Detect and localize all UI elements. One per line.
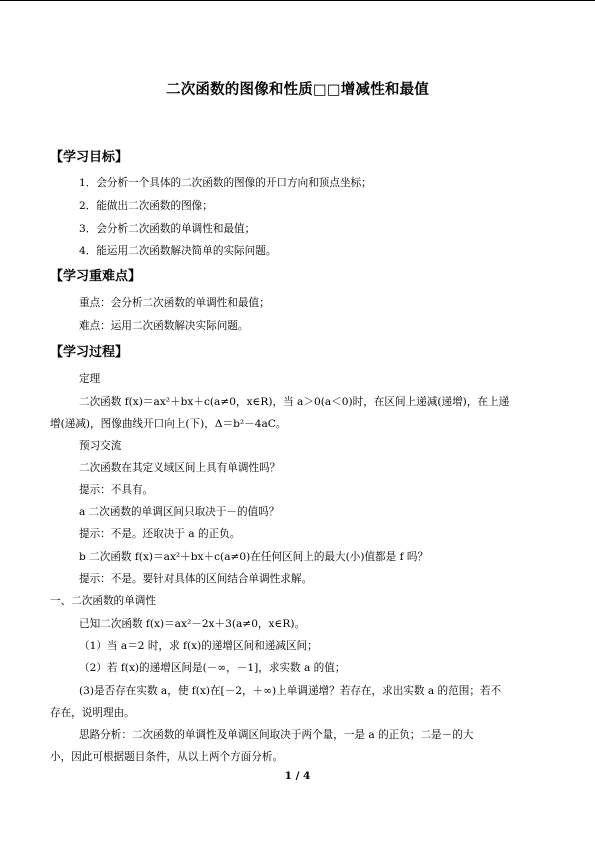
process-line: 预习交流 (79, 440, 122, 452)
process-line: a 二次函数的单调区间只取决于－的值吗？ (79, 506, 280, 518)
process-line: 存在，说明理由。 (50, 707, 135, 719)
key-point-item: 难点：运用二次函数解决实际问题。 (79, 320, 249, 332)
section-process: 【学习过程】 (50, 345, 129, 360)
top-rule (0, 0, 595, 1)
objective-item: 2．能做出二次函数的图像； (79, 200, 213, 212)
page-title: 二次函数的图像和性质□□增减性和最值 (166, 82, 429, 98)
process-line: b 二次函数 f(x)＝ax²＋bx＋c(a≠0)在任何区间上的最大(小)值都是 f 吗？ (79, 551, 429, 563)
key-point-item: 重点：会分析二次函数的单调性和最值； (79, 297, 270, 309)
process-line: 思路分析：二次函数的单调性及单调区间取决于两个量，一是 a 的正负；二是－的大 (79, 729, 474, 741)
section-key-points: 【学习重难点】 (50, 269, 142, 284)
process-line: 提示：不具有。 (79, 484, 154, 496)
objective-item: 3．会分析二次函数的单调性和最值； (79, 223, 256, 235)
process-line: 提示：不是。要针对具体的区间结合单调性求解。 (79, 573, 313, 585)
process-line: （1）当 a＝2 时，求 f(x)的递增区间和递减区间； (79, 640, 318, 652)
process-line: （2）若 f(x)的递增区间是(－∞，－1]，求实数 a 的值； (79, 662, 346, 674)
objective-item: 4．能运用二次函数解决简单的实际问题。 (79, 245, 277, 257)
section-objectives: 【学习目标】 (50, 150, 129, 165)
process-line: 小，因此可根据题目条件，从以上两个方面分析。 (50, 751, 284, 763)
process-line: 一、二次函数的单调性 (50, 595, 156, 607)
process-line: 已知二次函数 f(x)＝ax²－2x＋3(a≠0，x∈R)。 (79, 618, 306, 630)
process-line: 二次函数在其定义域区间上具有单调性吗？ (79, 462, 281, 474)
process-line: 提示：不是。还取决于 a 的正负。 (79, 528, 241, 540)
process-line: 二次函数 f(x)＝ax²＋bx＋c(a≠0，x∈R)，当 a＞0(a＜0)时，在区间上递减(递增)，在上递 (79, 396, 510, 408)
process-line: 定理 (79, 373, 101, 385)
objective-item: 1．会分析一个具体的二次函数的图像的开口方向和顶点坐标； (79, 177, 372, 189)
process-line: 增(递减)，图像曲线开口向上(下)，Δ＝b²－4aC。 (50, 418, 287, 430)
page-number: 1 / 4 (284, 770, 311, 782)
process-line: (3)是否存在实数 a，使 f(x)在[－2，＋∞)上单调递增？若存在，求出实数 a 的范围；若不 (79, 685, 502, 697)
